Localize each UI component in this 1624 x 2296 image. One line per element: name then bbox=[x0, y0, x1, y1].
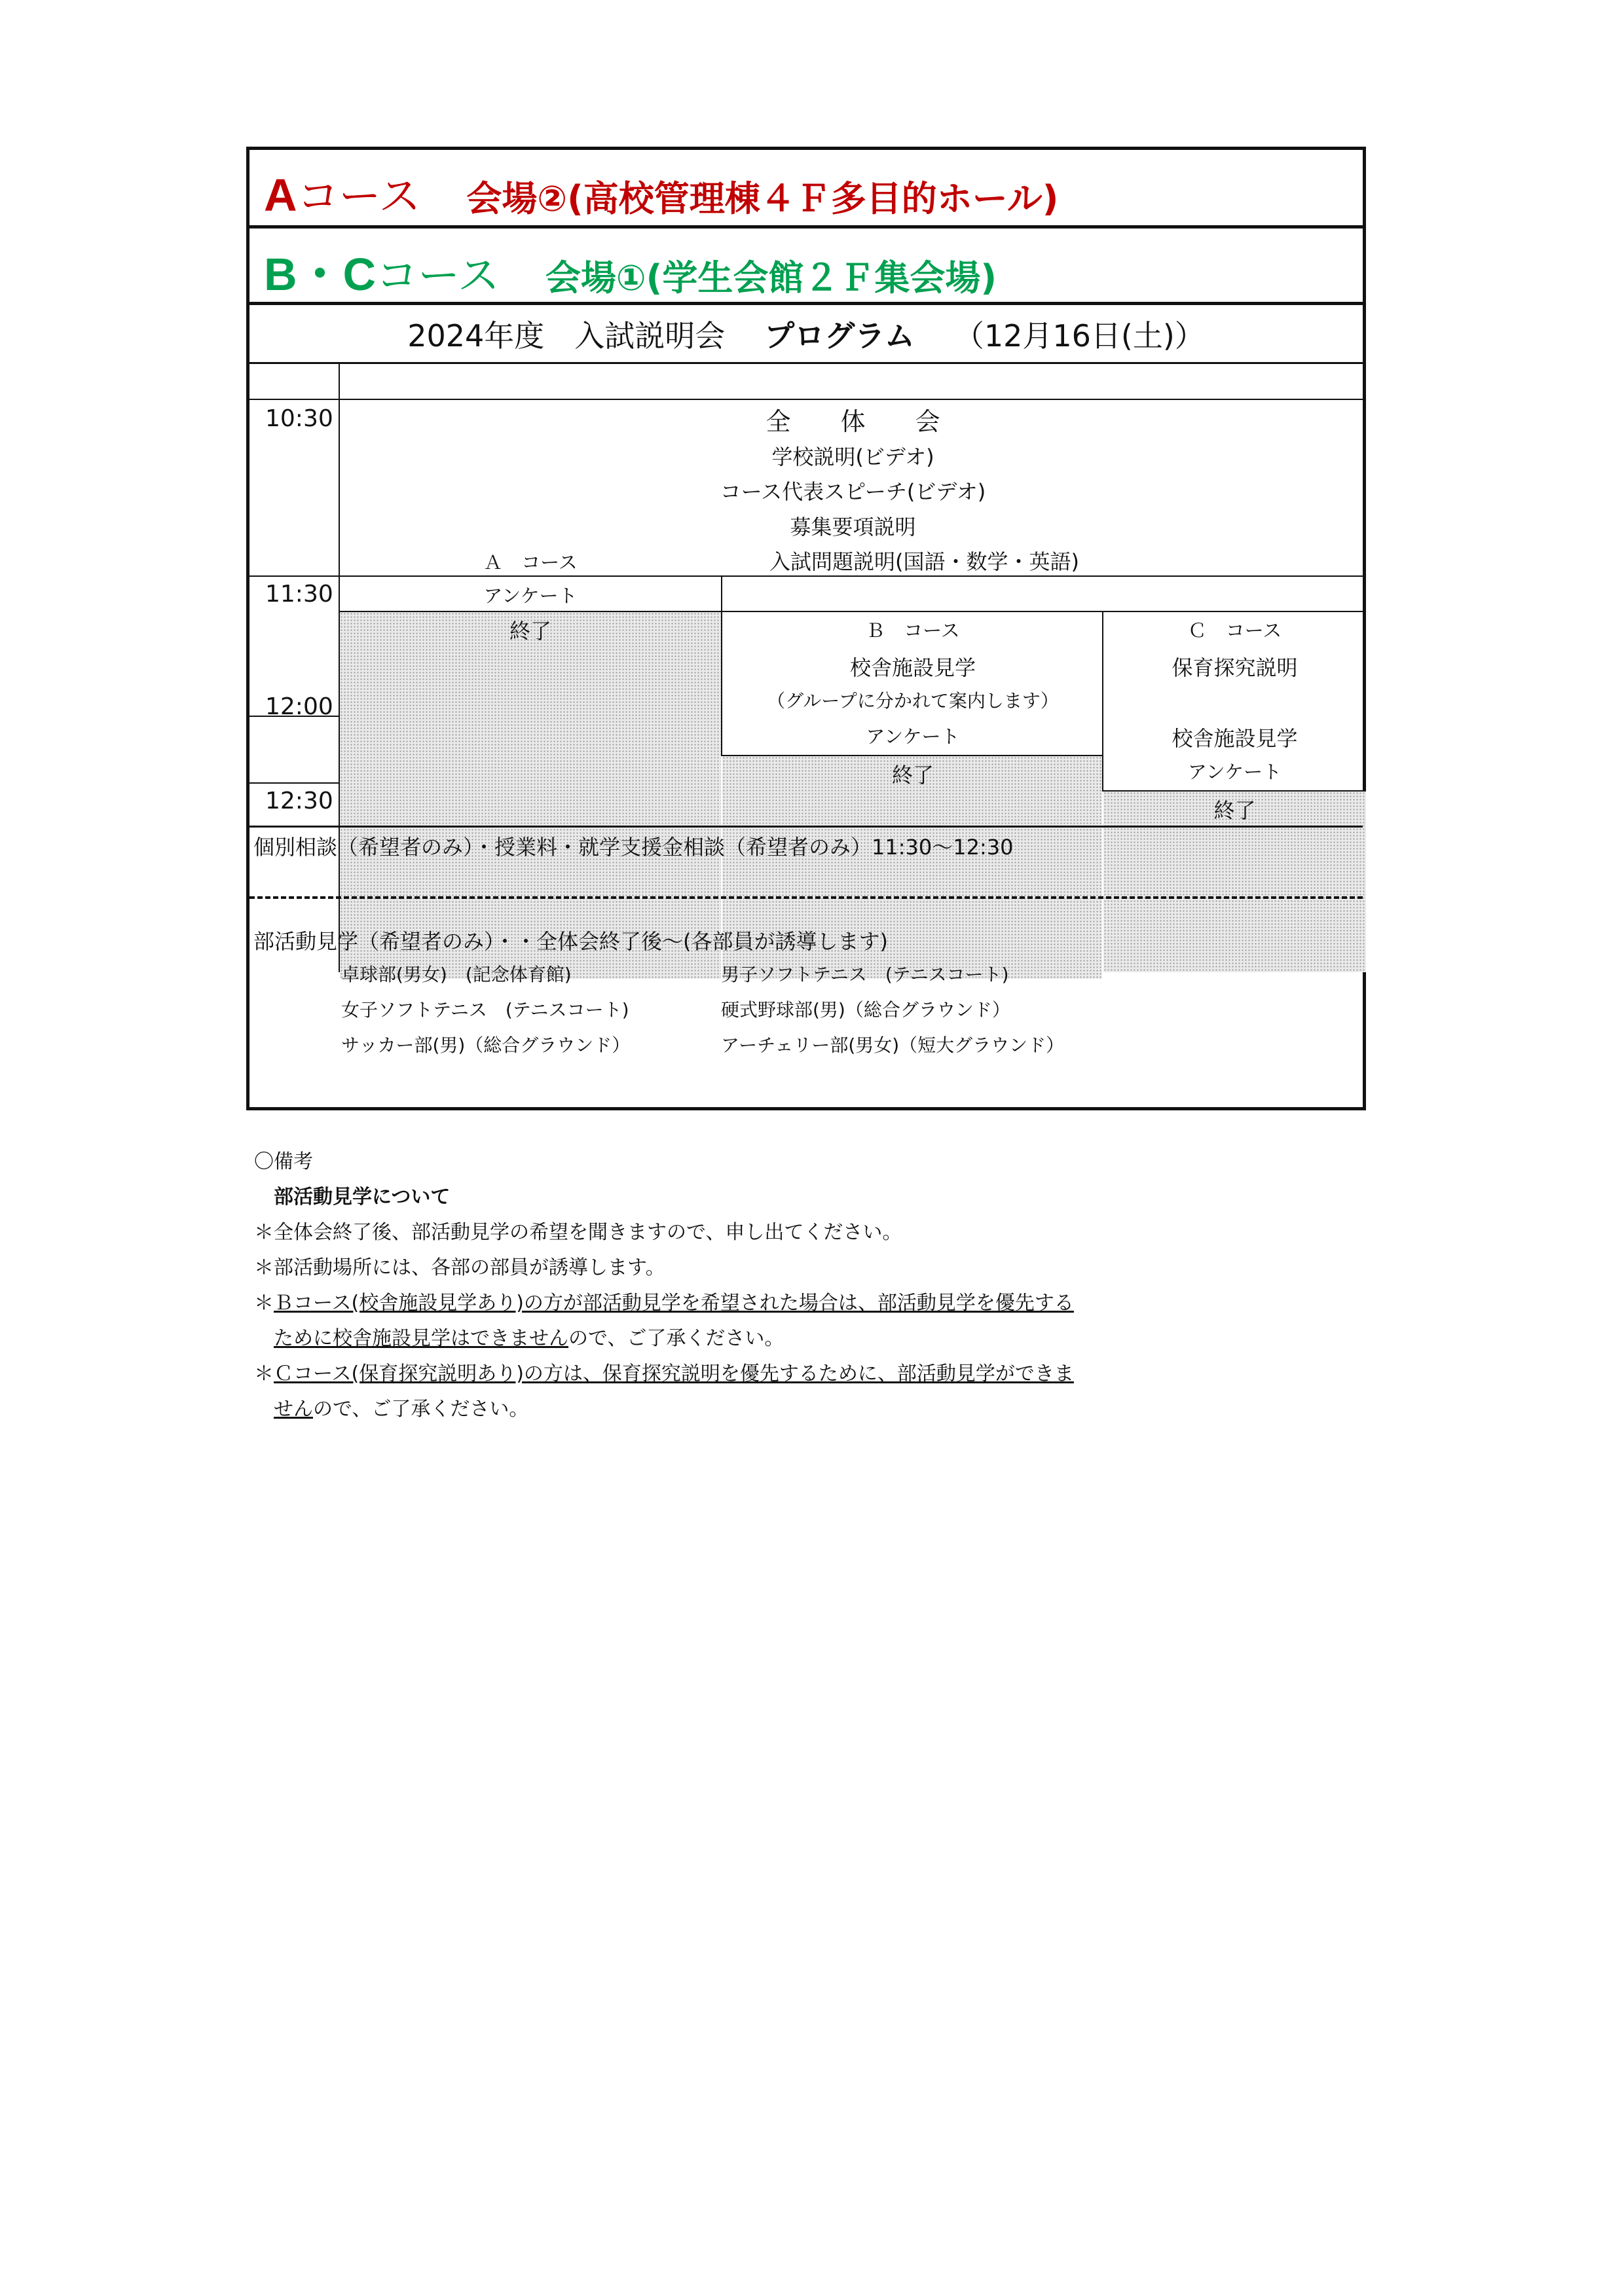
course-b-tour-note: （グループに分かれて案内します） bbox=[767, 690, 1059, 712]
course-a-venue: 会場②(高校管理棟４Ｆ多目的ホール) bbox=[466, 178, 1059, 219]
program-year: 2024年度 入試説明会 bbox=[407, 318, 726, 354]
notes-text: ので、ご了承ください。 bbox=[313, 1398, 529, 1421]
course-a-banner bbox=[264, 163, 1058, 223]
notes-line bbox=[254, 1286, 1074, 1321]
notes-line bbox=[254, 1321, 1074, 1357]
course-b-end: 終了 bbox=[891, 763, 934, 788]
program-title bbox=[249, 312, 1363, 355]
course-a-survey: アンケート bbox=[483, 585, 578, 607]
course-c-survey: アンケート bbox=[1187, 761, 1282, 783]
plenary-item: 学校説明(ビデオ) bbox=[771, 445, 934, 469]
course-a-letter: A bbox=[264, 170, 297, 221]
course-a-kana: コース bbox=[297, 173, 421, 221]
notes-underlined: せん bbox=[274, 1398, 313, 1421]
notes-line bbox=[254, 1392, 1074, 1427]
course-a-shaded-area bbox=[340, 612, 721, 979]
divider bbox=[339, 399, 1366, 400]
program-date: （12月16日(土)） bbox=[953, 318, 1205, 354]
divider bbox=[249, 362, 1363, 364]
club-heading: 部活動見学（希望者のみ）・・全体会終了後〜(各部員が誘導します) bbox=[253, 929, 888, 954]
notes-header: 〇備考 bbox=[254, 1150, 313, 1173]
club-item: サッカー部(男)（総合グラウンド） bbox=[341, 1034, 631, 1056]
course-c-end: 終了 bbox=[1213, 798, 1256, 823]
notes-line: ＊全体会終了後、部活動見学の希望を聞きますので、申し出てください。 bbox=[254, 1221, 902, 1244]
time-1230: 12:30 bbox=[265, 788, 333, 814]
course-b-label: Ｂ コース bbox=[866, 619, 960, 642]
course-bc-venue: 会場①(学生会館２Ｆ集会場) bbox=[545, 257, 997, 299]
notes-text: ので、ご了承ください。 bbox=[568, 1327, 784, 1350]
notes-bullet: ＊ bbox=[254, 1292, 274, 1315]
notes-subheader: 部活動見学について bbox=[274, 1186, 451, 1209]
time-1030: 10:30 bbox=[265, 405, 333, 432]
divider bbox=[249, 225, 1363, 228]
club-item: アーチェリー部(男女)（短大グラウンド） bbox=[721, 1034, 1065, 1056]
divider bbox=[249, 575, 339, 577]
program-table bbox=[246, 147, 1366, 1110]
course-a-end: 終了 bbox=[509, 619, 551, 644]
program-label: プログラム bbox=[764, 318, 915, 354]
course-bc-letter: B・C bbox=[264, 249, 377, 300]
course-c-explanation: 保育探究説明 bbox=[1172, 655, 1298, 680]
notes-bullet: ＊ bbox=[254, 1362, 274, 1385]
divider bbox=[339, 575, 1366, 577]
divider bbox=[249, 782, 339, 784]
club-item: 硬式野球部(男)（総合グラウンド） bbox=[721, 999, 1010, 1021]
club-item: 男子ソフトテニス (テニスコート) bbox=[721, 964, 1009, 985]
consultation-info: 個別相談（希望者のみ）・授業料・就学支援金相談（希望者のみ）11:30〜12:30 bbox=[253, 835, 1014, 860]
divider bbox=[249, 302, 1363, 305]
course-c-tour: 校舎施設見学 bbox=[1172, 726, 1298, 751]
notes-underlined: Ｂコース(校舎施設見学あり)の方が部活動見学を希望された場合は、部活動見学を優先する bbox=[274, 1292, 1074, 1315]
plenary-item: コース代表スピーチ(ビデオ) bbox=[720, 479, 986, 504]
course-bc-kana: コース bbox=[376, 252, 500, 301]
course-a-label: Ａ コース bbox=[483, 551, 578, 574]
notes-line bbox=[254, 1357, 1074, 1392]
notes-section bbox=[254, 1144, 1074, 1427]
plenary-item: 入試問題説明(国語・数学・英語) bbox=[769, 549, 1079, 574]
club-item: 女子ソフトテニス (テニスコート) bbox=[341, 999, 629, 1021]
plenary-item: 募集要項説明 bbox=[790, 515, 916, 539]
course-b-survey: アンケート bbox=[866, 725, 960, 748]
notes-underlined: ために校舎施設見学はできません bbox=[274, 1327, 568, 1350]
time-1130: 11:30 bbox=[265, 581, 333, 608]
time-1200: 12:00 bbox=[265, 693, 333, 720]
notes-line: ＊部活動場所には、各部の部員が誘導します。 bbox=[254, 1256, 665, 1279]
dashed-separator bbox=[249, 896, 1363, 899]
course-bc-banner bbox=[264, 238, 997, 304]
course-c-label: Ｃ コース bbox=[1187, 619, 1282, 642]
course-b-tour: 校舎施設見学 bbox=[849, 655, 976, 680]
divider bbox=[249, 399, 339, 400]
plenary-heading: 全 体 会 bbox=[766, 407, 940, 436]
notes-underlined: Ｃコース(保育探究説明あり)の方は、保育探究説明を優先するために、部活動見学ができま bbox=[274, 1362, 1074, 1385]
club-item: 卓球部(男女) (記念体育館) bbox=[341, 964, 572, 985]
divider bbox=[249, 826, 1363, 828]
